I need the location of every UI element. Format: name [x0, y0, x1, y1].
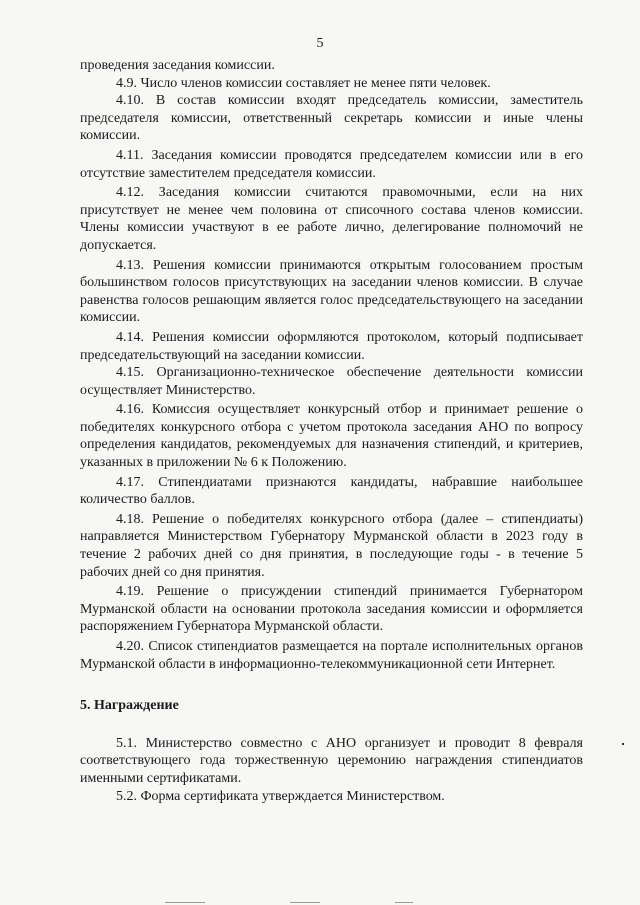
paragraph-5-2: 5.2. Форма сертификата утверждается Министерством. — [116, 788, 445, 804]
paragraph-4-20: 4.20. Список стипендиатов размещается на портале исполнительных органов Мурманской области в информационно-телекоммуникационной сети Интернет. — [80, 639, 583, 672]
document-body — [80, 57, 583, 805]
paragraph-4-12: 4.12. Заседания комиссии считаются правомочными, если на них присутствует не менее чем половина от списочного состава членов комиссии. Члены комиссии участвуют в ее работе лично, делегирование полномочий не допускается. — [80, 185, 583, 253]
paragraph-4-16: 4.16. Комиссия осуществляет конкурсный отбор и принимает решение о победителях конкурсного отбора с учетом протокола заседания АНО по вопросу определения кандидатов, рекомендуемых для назначения стипендий, и критериев, указанных в приложении № 6 к Положению. — [80, 402, 583, 471]
page-number: 5 — [316, 36, 324, 51]
scan-edge-mark — [395, 902, 413, 903]
scan-edge-mark — [165, 902, 205, 903]
paragraph-4-15: 4.15. Организационно-техническое обеспечение деятельности комиссии осуществляет Министерство. — [80, 365, 583, 398]
paragraph-4-13: 4.13. Решения комиссии принимаются открытым голосованием простым большинством голосов присутствующих на заседании членов комиссии. В случае равенства голосов решающим является голос председательствующего на заседании комиссии. — [80, 257, 583, 326]
paragraph-4-17: 4.17. Стипендиатами признаются кандидаты, набравшие наибольшее количество баллов. — [80, 474, 583, 508]
paragraph-4-11: 4.11. Заседания комиссии проводятся председателем комиссии или в его отсутствие заместителем председателя комиссии. — [80, 147, 583, 181]
paragraph-continuation: проведения заседания комиссии. — [80, 58, 275, 73]
scan-speck — [622, 743, 624, 745]
paragraph-4-18: 4.18. Решение о победителях конкурсного отбора (далее – стипендиаты) направляется Министерством Губернатору Мурманской области в 2023 году в течение 2 рабочих дней со дня принятия, в последующие годы - в течение 5 рабочих дней со дня принятия. — [80, 511, 583, 580]
paragraph-4-9: 4.9. Число членов комиссии составляет не менее пяти человек. — [116, 75, 491, 91]
section-heading: 5. Награждение — [80, 698, 179, 714]
paragraph-4-10: 4.10. В состав комиссии входят председатель комиссии, заместитель председателя комиссии, ответственный секретарь комиссии и иные члены комиссии. — [80, 93, 583, 144]
scan-edge-mark — [290, 902, 320, 903]
paragraph-4-14: 4.14. Решения комиссии оформляются протоколом, который подписывает председательствующий на заседании комиссии. — [80, 329, 583, 363]
paragraph-4-19: 4.19. Решение о присуждении стипендий принимается Губернатором Мурманской области на основании протокола заседания комиссии и оформляется распоряжением Губернатора Мурманской области. — [80, 584, 583, 635]
paragraph-5-1: 5.1. Министерство совместно с АНО организует и проводит 8 февраля соответствующего года торжественную церемонию награждения стипендиатов именными сертификатами. — [80, 735, 583, 786]
